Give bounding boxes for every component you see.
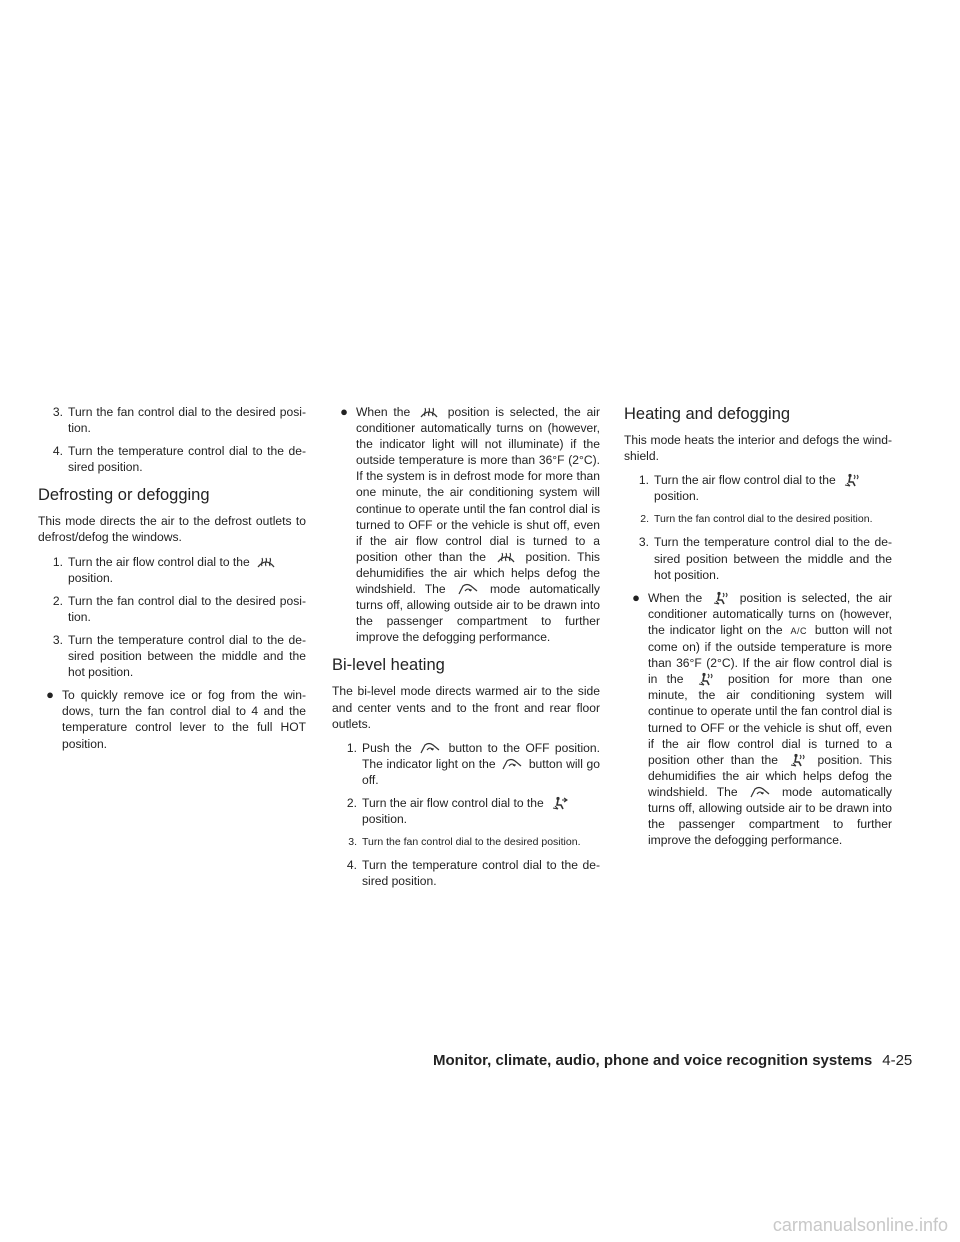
ac-button-label: A/C <box>790 625 808 636</box>
step-number: 2. <box>52 593 63 608</box>
step-number: 3. <box>348 836 357 849</box>
step-text: Turn the temperature control dial to the desired position between the middle and the hot position. <box>68 632 306 680</box>
bilevel-step-3 <box>332 834 600 850</box>
section-intro: This mode directs the air to the defrost outlets to defrost/defog the windows. <box>38 514 306 545</box>
bilevel-step-1 <box>332 740 600 788</box>
step-text-cont: position. <box>68 570 114 585</box>
bullet-text: mode automatically turns off, allowing outside air to be drawn into the passenger compartment to further improve the defogging performance. <box>356 582 600 645</box>
step-text: Turn the air flow control dial to the <box>654 473 836 488</box>
heating-step-1 <box>624 472 892 504</box>
step-number: 1. <box>346 740 357 755</box>
section-intro: This mode heats the interior and defogs the windshield. <box>624 433 892 464</box>
step-text-cont: position. <box>654 489 700 504</box>
defrost-icon <box>495 550 517 564</box>
step-text: Turn the air flow control dial to the <box>362 795 544 810</box>
column-right <box>624 404 892 855</box>
step-number: 3. <box>52 632 63 647</box>
floor-defrost-icon <box>841 473 863 487</box>
defrost-step-2 <box>38 593 306 625</box>
step-text: Turn the temperature control dial to the desired position between the middle and the hot position. <box>654 535 892 582</box>
bullet-text: When the <box>356 405 411 419</box>
heating-ac-bullet <box>624 590 892 849</box>
step-number: 4. <box>52 444 63 459</box>
floor-defrost-icon <box>787 753 809 767</box>
step-text: Turn the fan control dial to the desired position. <box>68 593 306 624</box>
defrost-step-3 <box>38 632 306 680</box>
bullet-text: button will not come on) if the outside temperature is more than 36°F (2°C). If the air flow control dial is in the <box>648 622 892 687</box>
step-number: 2. <box>640 513 649 526</box>
bullet-mark: ● <box>46 687 54 703</box>
bullet-text: position for more than one minute, the air conditioning system will continue to operate until the fan control dial is turned to OFF or the vehicle is shut off, even if the air flow control dial is turned to a position other than the <box>648 672 892 767</box>
air-recirculation-icon <box>501 757 523 771</box>
step-number: 4. <box>346 858 357 873</box>
page-footer <box>433 1052 923 1069</box>
watermark: carmanualsonline.info <box>772 1215 948 1235</box>
step-text: Turn the fan control dial to the desired position. <box>362 836 581 849</box>
bullet-mark: ● <box>340 404 348 419</box>
column-middle <box>332 404 600 896</box>
step-text: Turn the air flow control dial to the <box>68 554 250 569</box>
section-heading-defrost: Defrosting or defogging <box>38 486 210 505</box>
bullet-text: position. This dehumidifies the air which helps defog the windshield. The <box>356 549 600 597</box>
defrost-bullet <box>38 687 306 751</box>
defrost-ac-bullet <box>332 404 600 645</box>
bullet-text: mode automatically turns off, allowing outside air to be drawn into the passenger compartment to further improve the defogging performance. <box>648 784 892 848</box>
step-text: Turn the fan control dial to the desired position. <box>654 513 873 526</box>
step-text: Turn the temperature control dial to the desired position. <box>362 858 600 889</box>
section-intro: The bi-level mode directs warmed air to the side and center vents and to the front and rear floor outlets. <box>332 684 600 731</box>
step-text: button to the OFF position. The indicator light on the <box>362 740 600 771</box>
step-text: Push the <box>362 740 412 755</box>
bullet-text: To quickly remove ice or fog from the windows, turn the fan control dial to 4 and the temperature control lever to the full HOT position. <box>62 688 306 751</box>
bilevel-step-2 <box>332 795 600 827</box>
step-text: Turn the fan control dial to the desired position. <box>68 405 306 436</box>
bullet-text: position is selected, the air conditioner automatically turns on (however, the indicator light on the <box>648 590 893 637</box>
heating-step-3 <box>624 534 892 582</box>
step-text: button will go off. <box>362 756 600 787</box>
bullet-text: When the <box>648 590 703 605</box>
step-text-cont: position. <box>362 812 408 827</box>
step-number: 1. <box>638 473 649 488</box>
step-number: 2. <box>346 795 357 810</box>
step-number: 1. <box>52 554 63 569</box>
section-heading-bilevel: Bi-level heating <box>332 656 445 675</box>
bullet-text: position. This dehumidifies the air which helps defog the windshield. The <box>648 752 892 799</box>
floor-defrost-icon <box>695 672 717 686</box>
defrost-icon <box>418 405 440 419</box>
step-text: Turn the temperature control dial to the desired position. <box>68 444 306 475</box>
column-left <box>38 404 306 759</box>
step-3 <box>38 404 306 436</box>
step-number: 3. <box>638 535 649 550</box>
page-number: 4-25 <box>882 1052 913 1069</box>
footer-title: Monitor, climate, audio, phone and voice recognition systems <box>433 1052 873 1069</box>
section-heading-heating: Heating and defogging <box>624 405 791 423</box>
bilevel-step-4 <box>332 857 600 889</box>
step-number: 3. <box>52 405 63 419</box>
bullet-mark: ● <box>632 589 640 605</box>
air-recirculation-icon <box>457 582 479 596</box>
heating-step-2 <box>624 511 892 527</box>
air-recirculation-icon <box>749 785 771 799</box>
bullet-text: position is selected, the air conditioner automatically turns on (however, the indicator light will not illuminate) if the outside temperature is more than 36°F (2°C). If the system is in defrost mode for more than one minute, the air conditioning system will continue to operate until the fan control dial is turned to OFF or the vehicle is shut off, even if the air flow control dial is turned to a position other than the <box>356 405 601 564</box>
floor-defrost-icon <box>710 591 732 605</box>
bi-level-icon <box>549 796 571 810</box>
defrost-icon <box>255 555 277 569</box>
defrost-step-1 <box>38 554 306 586</box>
air-recirculation-icon <box>419 741 441 755</box>
step-4 <box>38 443 306 475</box>
